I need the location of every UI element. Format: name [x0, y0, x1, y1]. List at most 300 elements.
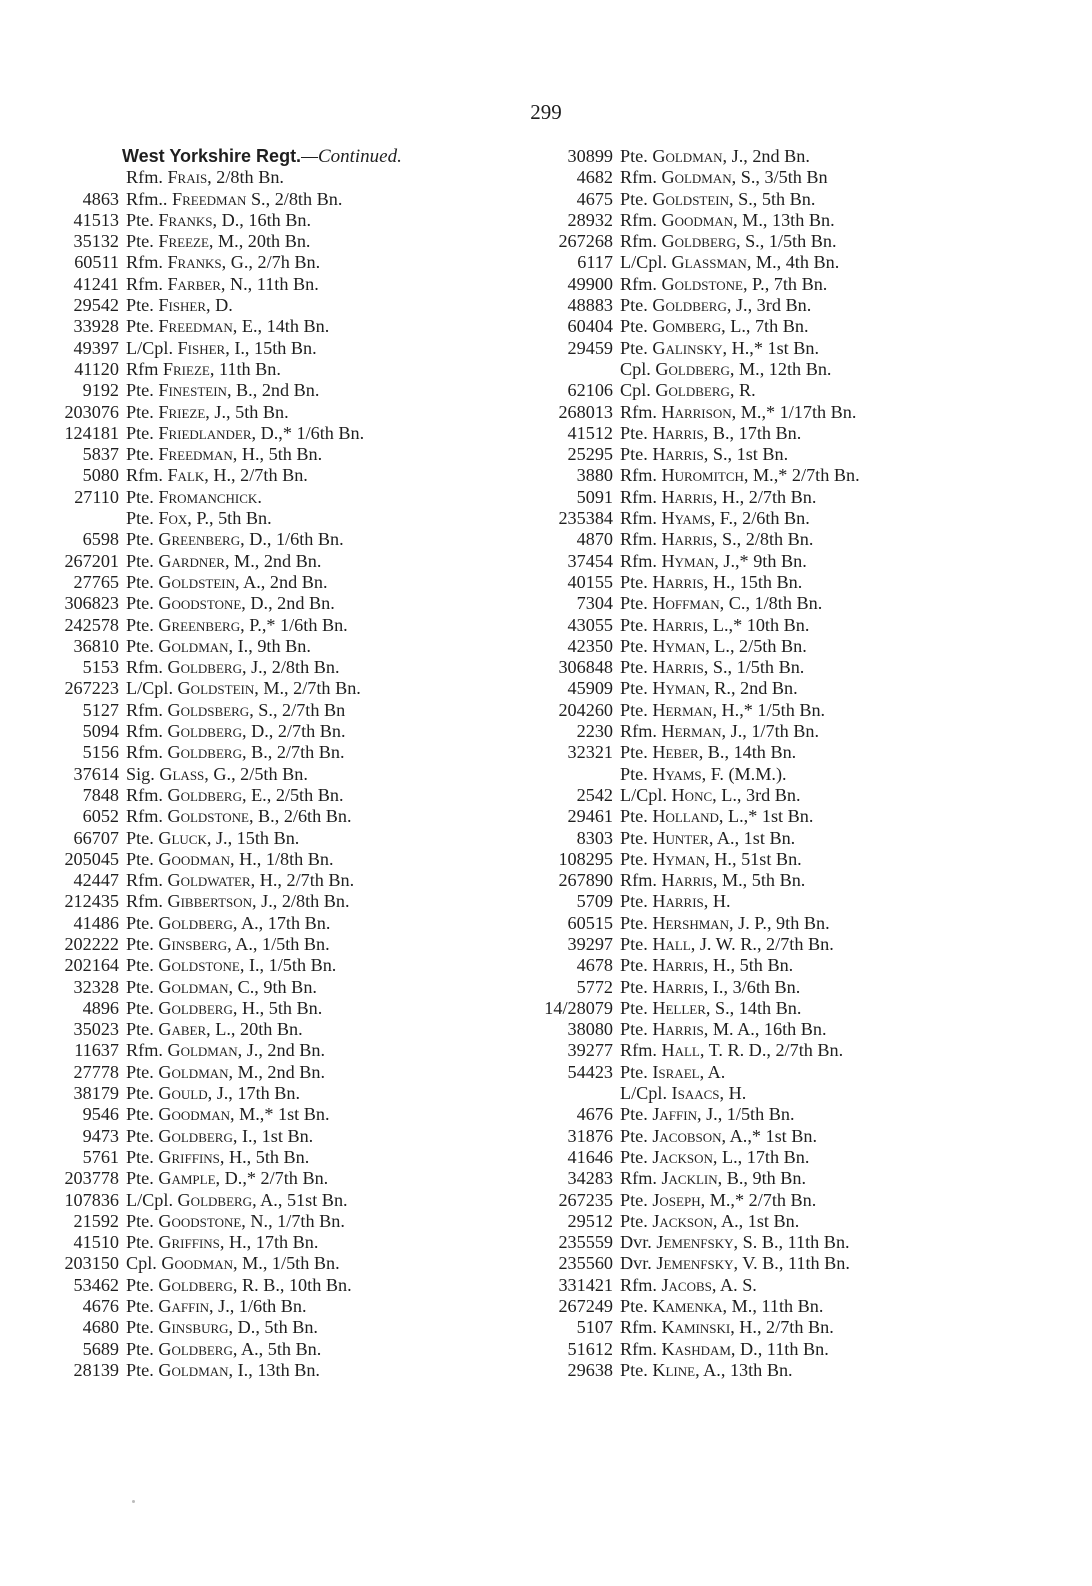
- roll-entry: [535, 849, 1055, 870]
- roll-entry: [535, 146, 1055, 167]
- service-number: 267249: [558, 1296, 613, 1317]
- soldier-name: [126, 1253, 340, 1274]
- service-number: 4676: [576, 1104, 613, 1125]
- surname: Harris: [652, 657, 704, 678]
- service-number: 4896: [82, 997, 119, 1018]
- roll-entry: [535, 828, 1055, 849]
- entry-details: , J., 2/8th Bn.: [252, 891, 350, 912]
- rank: Pte.: [620, 1146, 648, 1167]
- service-number: 34283: [567, 1168, 613, 1189]
- soldier-name: [620, 402, 856, 423]
- soldier-name: [620, 700, 825, 721]
- entry-details: , F. (M.M.).: [701, 763, 787, 784]
- service-number: 4863: [82, 188, 119, 209]
- entry-details: , S., 2/8th Bn.: [712, 529, 814, 550]
- entry-details: , I., 9th Bn.: [228, 635, 311, 656]
- soldier-name: [620, 295, 811, 316]
- entry-details: , I., 15th Bn.: [225, 337, 317, 358]
- rank: Pte.: [126, 1104, 154, 1125]
- surname: Greenberg: [158, 529, 241, 550]
- entry-details: , N., 1/7th Bn.: [241, 1210, 345, 1231]
- surname: Gardner: [158, 550, 225, 571]
- service-number: 203150: [64, 1253, 119, 1274]
- surname: Harris: [652, 891, 704, 912]
- entry-details: , A., 51st Bn.: [252, 1189, 348, 1210]
- service-number: 42447: [73, 870, 119, 891]
- surname: Harrison: [661, 401, 732, 422]
- roll-entry: [40, 1253, 520, 1274]
- entry-details: , S., 2/7th Bn: [249, 699, 346, 720]
- rank: Rfm.: [126, 699, 163, 720]
- soldier-name: [126, 891, 350, 912]
- rank: Pte.: [126, 997, 154, 1018]
- surname: Harris: [652, 571, 704, 592]
- rank: Pte.: [126, 1210, 154, 1231]
- entry-details: , A.: [699, 1061, 726, 1082]
- rank: Pte.: [620, 444, 648, 465]
- roll-entry: [535, 274, 1055, 295]
- entry-details: , A., 5th Bn.: [232, 1338, 322, 1359]
- roll-entry: [535, 870, 1055, 891]
- rank: Pte.: [620, 422, 648, 443]
- surname: Goldberg: [167, 742, 242, 763]
- entry-details: , V. B., 11th Bn.: [733, 1253, 850, 1274]
- rank: Pte.: [126, 444, 154, 465]
- service-number: 49397: [73, 337, 119, 358]
- surname: Harris: [661, 870, 713, 891]
- service-number: 60404: [567, 316, 613, 337]
- entry-details: , R. B., 10th Bn.: [232, 1274, 352, 1295]
- rank: Pte.: [620, 933, 648, 954]
- entry-details: , M.,* 1st Bn.: [229, 1104, 330, 1125]
- service-number: 203076: [64, 401, 119, 422]
- roll-entry: [40, 1062, 520, 1083]
- section-heading: [122, 146, 520, 167]
- roll-entry: [535, 1360, 1055, 1381]
- rank: Pte.: [620, 295, 648, 316]
- service-number: 4680: [82, 1317, 119, 1338]
- service-number: 5091: [576, 486, 613, 507]
- surname: Goldberg: [177, 1189, 253, 1210]
- surname: Honc: [671, 784, 713, 805]
- surname: Gluck: [158, 827, 207, 848]
- rank: Pte.: [620, 1210, 648, 1231]
- roll-entry: [535, 551, 1055, 572]
- rank: Pte.: [126, 1317, 154, 1338]
- soldier-name: [126, 1019, 303, 1040]
- soldier-name: [126, 529, 344, 550]
- rank: Rfm.: [620, 167, 657, 188]
- roll-entry: [535, 252, 1055, 273]
- rank: Cpl.: [620, 358, 651, 379]
- soldier-name: [620, 1062, 725, 1083]
- surname: Huromitch: [661, 465, 744, 486]
- surname: Goldberg: [661, 231, 736, 252]
- surname: Goodman: [161, 1253, 234, 1274]
- surname: Goldstein: [158, 571, 236, 592]
- soldier-name: [126, 295, 233, 316]
- rank: L/Cpl.: [620, 252, 667, 273]
- rank: Rfm.: [620, 231, 657, 252]
- rank: Pte.: [620, 1104, 648, 1125]
- service-number: 4676: [82, 1296, 119, 1317]
- roll-entry: [40, 636, 520, 657]
- rank: Pte.: [620, 891, 648, 912]
- entry-details: , J., 15th Bn.: [206, 827, 300, 848]
- service-number: 9192: [82, 380, 119, 401]
- service-number: 9546: [82, 1104, 119, 1125]
- roll-entry: [535, 977, 1055, 998]
- roll-entry: [40, 1040, 520, 1061]
- roll-entry: [40, 1211, 520, 1232]
- surname: Harris: [652, 1019, 704, 1040]
- soldier-name: [126, 1083, 300, 1104]
- surname: Goldstone: [167, 806, 249, 827]
- service-number: 5080: [82, 465, 119, 486]
- rank: Pte.: [620, 912, 648, 933]
- rank: Rfm.: [126, 742, 163, 763]
- service-number: 37614: [73, 763, 119, 784]
- rank: Rfm.: [620, 1338, 657, 1359]
- soldier-name: [620, 1296, 823, 1317]
- soldier-name: [620, 252, 839, 273]
- soldier-name: [620, 167, 828, 188]
- service-number: 306823: [64, 593, 119, 614]
- page-number: 299: [530, 100, 562, 124]
- service-number: 5772: [576, 976, 613, 997]
- service-number: 29459: [567, 337, 613, 358]
- entry-details: , L., 17th Bn.: [712, 1146, 810, 1167]
- entry-details: , D., 2nd Bn.: [241, 593, 335, 614]
- paper-speck: [132, 1500, 135, 1503]
- rank: Rfm.: [620, 465, 657, 486]
- surname: Gibbertson: [167, 891, 253, 912]
- soldier-name: [620, 657, 804, 678]
- rank: Pte.: [620, 678, 648, 699]
- soldier-name: [126, 870, 354, 891]
- entry-details: , S., 1st Bn.: [703, 444, 789, 465]
- roll-entry: [535, 700, 1055, 721]
- soldier-name: [126, 508, 272, 529]
- surname: Goldman: [661, 167, 732, 188]
- rank: Pte.: [620, 337, 648, 358]
- rank: Rfm: [126, 358, 159, 379]
- soldier-name: [620, 359, 831, 380]
- roll-entry: [40, 1019, 520, 1040]
- roll-entry: [40, 1317, 520, 1338]
- surname: Hyman: [652, 635, 706, 656]
- soldier-name: [620, 189, 815, 210]
- roll-entry: [535, 678, 1055, 699]
- soldier-name: [620, 146, 810, 167]
- roll-entry: [535, 167, 1055, 188]
- soldier-name: [126, 1360, 320, 1381]
- rank: Rfm.: [126, 784, 163, 805]
- soldier-name: [620, 1211, 799, 1232]
- roll-entry: [535, 1126, 1055, 1147]
- soldier-name: [620, 1019, 827, 1040]
- left-entry-list: [40, 167, 520, 1381]
- rank: Pte.: [126, 955, 154, 976]
- surname: Frieze: [162, 358, 210, 379]
- roll-entry: [535, 998, 1055, 1019]
- roll-entry: [40, 742, 520, 763]
- soldier-name: [620, 891, 731, 912]
- entry-details: , J.,* 9th Bn.: [714, 550, 807, 571]
- rank: Pte.: [620, 657, 648, 678]
- service-number: 4682: [576, 167, 613, 188]
- roll-entry: [535, 359, 1055, 380]
- surname: Jemenfsky: [656, 1253, 734, 1274]
- entry-details: , A., 1/5th Bn.: [227, 933, 330, 954]
- surname: Goodstone: [158, 593, 242, 614]
- surname: Hunter: [652, 827, 709, 848]
- surname: Ginsberg: [158, 933, 228, 954]
- soldier-name: [126, 657, 340, 678]
- entry-details: , B., 2nd Bn.: [226, 380, 320, 401]
- entry-details: , B., 14th Bn.: [698, 742, 797, 763]
- surname: Hyman: [652, 678, 706, 699]
- service-number: 267223: [64, 678, 119, 699]
- service-number: 28139: [73, 1359, 119, 1380]
- surname: Heber: [652, 742, 699, 763]
- service-number: 29461: [567, 806, 613, 827]
- rank: Rfm.: [620, 1274, 657, 1295]
- entry-details: , L.,* 1st Bn.: [718, 806, 814, 827]
- surname: Gomberg: [652, 316, 722, 337]
- service-number: 37454: [567, 550, 613, 571]
- surname: Goodman: [158, 1104, 230, 1125]
- soldier-name: [620, 1253, 850, 1274]
- surname: Herman: [652, 699, 713, 720]
- entry-details: , I., 13th Bn.: [228, 1359, 320, 1380]
- rank: Pte.: [620, 997, 648, 1018]
- roll-entry: [40, 189, 520, 210]
- rank: Pte.: [620, 1359, 648, 1380]
- rank: L/Cpl.: [126, 678, 173, 699]
- soldier-name: [126, 402, 289, 423]
- rank: Pte.: [620, 571, 648, 592]
- soldier-name: [126, 615, 348, 636]
- soldier-name: [126, 423, 364, 444]
- entry-details: , D., 16th Bn.: [212, 209, 312, 230]
- service-number: 7848: [82, 784, 119, 805]
- roll-entry: [535, 423, 1055, 444]
- surname: Gaber: [158, 1019, 207, 1040]
- entry-details: , M., 11th Bn.: [722, 1296, 824, 1317]
- roll-entry: [535, 465, 1055, 486]
- surname: Frieze: [158, 401, 206, 422]
- rank: Rfm.: [620, 529, 657, 550]
- service-number: 41646: [567, 1146, 613, 1167]
- rank: Rfm.: [126, 870, 163, 891]
- soldier-name: [126, 1040, 325, 1061]
- surname: Goodman: [158, 848, 230, 869]
- surname: Harris: [652, 955, 704, 976]
- entry-details: , J. W. R., 2/7th Bn.: [690, 933, 834, 954]
- service-number: 268013: [558, 401, 613, 422]
- soldier-name: [126, 636, 311, 657]
- entry-details: , A. S.: [711, 1274, 757, 1295]
- surname: Jacobs: [661, 1274, 712, 1295]
- rank: Pte.: [126, 1274, 154, 1295]
- roll-entry: [40, 444, 520, 465]
- surname: Hall: [661, 1040, 700, 1061]
- service-number: 5127: [82, 699, 119, 720]
- entry-details: , A., 13th Bn.: [695, 1359, 793, 1380]
- entry-details: , C., 9th Bn.: [228, 976, 317, 997]
- roll-entry: [40, 551, 520, 572]
- rank: Cpl.: [126, 1253, 157, 1274]
- service-number: 331421: [558, 1274, 613, 1295]
- surname: Goldsberg: [167, 699, 250, 720]
- surname: Goldstone: [661, 273, 743, 294]
- soldier-name: [620, 615, 809, 636]
- entry-details: , D., 2/7th Bn.: [241, 721, 346, 742]
- soldier-name: [620, 593, 822, 614]
- service-number: 45909: [567, 678, 613, 699]
- surname: Freedman: [158, 444, 233, 465]
- surname: Hyams: [652, 763, 702, 784]
- rank: Rfm.: [126, 891, 163, 912]
- surname: Galinsky: [652, 337, 723, 358]
- roll-entry: [535, 721, 1055, 742]
- entry-details: , M., 12th Bn.: [729, 358, 832, 379]
- rank: Pte.: [126, 401, 154, 422]
- rank: Rfm.: [620, 508, 657, 529]
- roll-entry: [535, 1275, 1055, 1296]
- soldier-name: [126, 167, 284, 188]
- service-number: 6117: [577, 252, 613, 273]
- surname: Harris: [661, 486, 713, 507]
- entry-details: , H.: [719, 1083, 747, 1104]
- rank: Pte.: [620, 146, 648, 166]
- roll-entry: [40, 380, 520, 401]
- entry-details: , D.: [206, 295, 233, 316]
- roll-entry: [40, 785, 520, 806]
- roll-entry: [535, 1147, 1055, 1168]
- entry-details: , I., 1/5th Bn.: [239, 955, 337, 976]
- soldier-name: [620, 572, 802, 593]
- service-number: 202222: [64, 933, 119, 954]
- roll-entry: [535, 295, 1055, 316]
- soldier-name: [126, 1168, 328, 1189]
- service-number: 40155: [567, 571, 613, 592]
- rank: Rfm.: [126, 273, 163, 294]
- surname: Goldberg: [655, 380, 730, 401]
- surname: Falk: [167, 465, 205, 486]
- soldier-name: [126, 913, 330, 934]
- service-number: 204260: [558, 699, 613, 720]
- roll-entry: [535, 1062, 1055, 1083]
- soldier-name: [620, 551, 807, 572]
- service-number: 14/28079: [544, 997, 613, 1018]
- entry-details: , E., 14th Bn.: [232, 316, 330, 337]
- roll-entry: [40, 529, 520, 550]
- rank: L/Cpl.: [620, 784, 667, 805]
- rank: Pte.: [620, 635, 648, 656]
- entry-details: , H., 5th Bn.: [219, 1146, 310, 1167]
- entry-details: , 11th Bn.: [209, 358, 281, 379]
- entry-details: , P., 7th Bn.: [742, 273, 828, 294]
- roll-entry: [40, 764, 520, 785]
- surname: Jacobson: [652, 1125, 722, 1146]
- surname: Finestein: [158, 380, 227, 401]
- service-number: 5153: [82, 657, 119, 678]
- roll-entry: [535, 764, 1055, 785]
- service-number: 21592: [73, 1210, 119, 1231]
- right-column: [535, 146, 1055, 1381]
- soldier-name: [126, 998, 322, 1019]
- soldier-name: [620, 721, 819, 742]
- roll-entry: [40, 338, 520, 359]
- rank: Pte.: [620, 806, 648, 827]
- service-number: 9473: [82, 1125, 119, 1146]
- surname: Goldberg: [652, 295, 727, 316]
- soldier-name: [620, 1317, 834, 1338]
- soldier-name: [126, 806, 352, 827]
- roll-entry: [40, 1232, 520, 1253]
- surname: Goldman: [158, 976, 229, 997]
- roll-entry: [535, 572, 1055, 593]
- soldier-name: [126, 1296, 307, 1317]
- service-number: 32328: [73, 976, 119, 997]
- surname: Harris: [652, 444, 704, 465]
- rank: Pte.: [126, 295, 154, 316]
- surname: Frais: [167, 167, 208, 188]
- service-number: 48883: [567, 295, 613, 316]
- rank: Pte.: [126, 571, 154, 592]
- entry-details: .: [257, 486, 262, 507]
- entry-details: , D.,* 1/6th Bn.: [251, 422, 365, 443]
- rank: Pte.: [126, 827, 154, 848]
- rank: Pte.: [126, 380, 154, 401]
- roll-entry: [40, 508, 520, 529]
- roll-entry: [40, 593, 520, 614]
- rank: Pte.: [126, 614, 154, 635]
- rank: Rfm.: [126, 657, 163, 678]
- entry-details: , J. P., 9th Bn.: [729, 912, 830, 933]
- soldier-name: [620, 1275, 757, 1296]
- soldier-name: [126, 359, 281, 380]
- entry-details: , B., 9th Bn.: [717, 1168, 807, 1189]
- service-number: 41513: [73, 209, 119, 230]
- rank: Pte.: [126, 635, 154, 656]
- entry-details: , J., 5th Bn.: [205, 401, 289, 422]
- continued-label: —Continued.: [301, 146, 402, 167]
- soldier-name: [620, 955, 793, 976]
- rank: Rfm.: [620, 1168, 657, 1189]
- entry-details: , H., 2/7th Bn.: [204, 465, 308, 486]
- entry-details: , J., 2/8th Bn.: [241, 657, 340, 678]
- roll-entry: [40, 1339, 520, 1360]
- service-number: 27110: [74, 486, 119, 507]
- service-number: 43055: [567, 614, 613, 635]
- rank: Pte.: [126, 1296, 154, 1317]
- entry-details: , C., 1/8th Bn.: [719, 593, 823, 614]
- service-number: 242578: [64, 614, 119, 635]
- soldier-name: [126, 572, 328, 593]
- entry-details: , M., 20th Bn.: [208, 231, 311, 252]
- soldier-name: [620, 678, 798, 699]
- service-number: 54423: [567, 1061, 613, 1082]
- entry-details: , L.,* 10th Bn.: [703, 614, 810, 635]
- roll-entry: [40, 891, 520, 912]
- service-number: 41512: [567, 422, 613, 443]
- surname: Goldstone: [158, 955, 240, 976]
- service-number: 60511: [74, 252, 119, 273]
- entry-details: , J., 2nd Bn.: [237, 1040, 326, 1061]
